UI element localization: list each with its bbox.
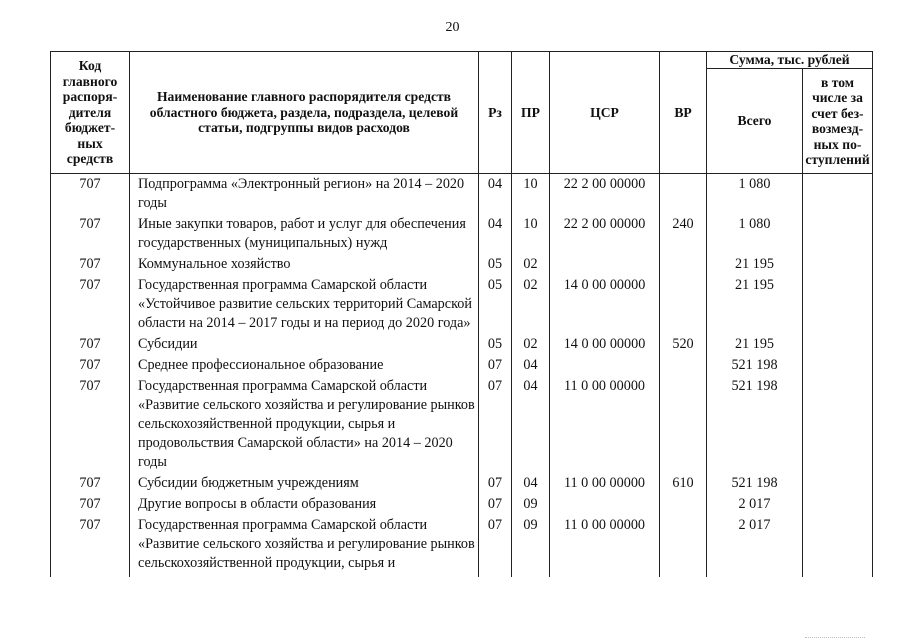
cell-csr: 14 0 00 00000	[550, 275, 660, 334]
cell-csr: 11 0 00 00000	[550, 515, 660, 577]
cell-code: 707	[51, 355, 130, 376]
header-name: Наименование главного распорядителя средств областного бюджета, раздела, подраздела, целевой статьи, подгруппы видов расходов	[130, 52, 479, 174]
cell-csr: 11 0 00 00000	[550, 473, 660, 494]
cell-pr: 09	[512, 515, 550, 577]
cell-csr: 11 0 00 00000	[550, 376, 660, 473]
cell-total: 21 195	[707, 254, 803, 275]
cell-total: 521 198	[707, 355, 803, 376]
cell-free	[803, 214, 873, 254]
cell-vr	[660, 494, 707, 515]
cell-total: 521 198	[707, 473, 803, 494]
cell-vr: 520	[660, 334, 707, 355]
cell-code: 707	[51, 275, 130, 334]
cell-rz: 07	[479, 494, 512, 515]
cell-total: 521 198	[707, 376, 803, 473]
cell-total: 21 195	[707, 275, 803, 334]
cell-name: Коммунальное хозяйство	[130, 254, 479, 275]
cell-name: Государственная программа Самарской области «Развитие сельского хозяйства и регулирование рынков сельскохозяйственной продукции, сырья и продовольствия Самарской области» на 2014 – 2020 годы	[130, 376, 479, 473]
cell-total: 1 080	[707, 174, 803, 215]
cell-vr	[660, 355, 707, 376]
cell-pr: 04	[512, 473, 550, 494]
table-row	[51, 515, 873, 577]
cell-total: 2 017	[707, 494, 803, 515]
table-row	[51, 214, 873, 254]
cell-code: 707	[51, 254, 130, 275]
cell-free	[803, 473, 873, 494]
cell-rz: 04	[479, 214, 512, 254]
cell-free	[803, 515, 873, 577]
cell-rz: 05	[479, 254, 512, 275]
cell-free	[803, 494, 873, 515]
cell-code: 707	[51, 515, 130, 577]
table-row	[51, 376, 873, 473]
cell-free	[803, 275, 873, 334]
cell-vr	[660, 174, 707, 215]
table-row	[51, 334, 873, 355]
budget-table	[50, 51, 873, 577]
cell-vr: 610	[660, 473, 707, 494]
table-row	[51, 355, 873, 376]
cell-total: 1 080	[707, 214, 803, 254]
table-row	[51, 494, 873, 515]
cell-code: 707	[51, 376, 130, 473]
cell-rz: 05	[479, 334, 512, 355]
cell-pr: 02	[512, 334, 550, 355]
cell-rz: 07	[479, 376, 512, 473]
cell-code: 707	[51, 473, 130, 494]
cell-name: Субсидии	[130, 334, 479, 355]
cell-csr	[550, 355, 660, 376]
footer-mark	[805, 637, 865, 638]
cell-rz: 07	[479, 473, 512, 494]
cell-pr: 09	[512, 494, 550, 515]
cell-pr: 02	[512, 254, 550, 275]
cell-code: 707	[51, 334, 130, 355]
cell-csr	[550, 254, 660, 275]
cell-vr	[660, 376, 707, 473]
cell-rz: 04	[479, 174, 512, 215]
cell-rz: 07	[479, 355, 512, 376]
table-body	[51, 174, 873, 578]
cell-free	[803, 334, 873, 355]
cell-free	[803, 254, 873, 275]
cell-name: Другие вопросы в области образования	[130, 494, 479, 515]
table-row	[51, 254, 873, 275]
cell-csr: 22 2 00 00000	[550, 174, 660, 215]
cell-csr: 14 0 00 00000	[550, 334, 660, 355]
cell-pr: 10	[512, 214, 550, 254]
header-pr: ПР	[512, 52, 550, 174]
header-code: Код главного распоря-дителя бюджет-ных средств	[51, 52, 130, 174]
table-header	[51, 52, 873, 174]
cell-csr: 22 2 00 00000	[550, 214, 660, 254]
table-row	[51, 174, 873, 215]
page-number: 20	[445, 20, 460, 35]
header-vr: ВР	[660, 52, 707, 174]
cell-vr: 240	[660, 214, 707, 254]
cell-name: Государственная программа Самарской области «Устойчивое развитие сельских территорий Самарской области на 2014 – 2017 годы и на период до 2020 года»	[130, 275, 479, 334]
cell-pr: 02	[512, 275, 550, 334]
cell-name: Подпрограмма «Электронный регион» на 2014 – 2020 годы	[130, 174, 479, 215]
table-row	[51, 473, 873, 494]
cell-pr: 10	[512, 174, 550, 215]
cell-free	[803, 376, 873, 473]
cell-name: Иные закупки товаров, работ и услуг для обеспечения государственных (муниципальных) нужд	[130, 214, 479, 254]
header-total: Всего	[707, 69, 803, 174]
cell-rz: 07	[479, 515, 512, 577]
cell-vr	[660, 254, 707, 275]
cell-vr	[660, 515, 707, 577]
cell-free	[803, 355, 873, 376]
cell-total: 21 195	[707, 334, 803, 355]
cell-pr: 04	[512, 376, 550, 473]
cell-rz: 05	[479, 275, 512, 334]
header-csr: ЦСР	[550, 52, 660, 174]
cell-code: 707	[51, 214, 130, 254]
header-free-receipts: в том числе за счет без-возмезд-ных по-ступлений	[803, 69, 873, 174]
cell-code: 707	[51, 174, 130, 215]
header-rz: Рз	[479, 52, 512, 174]
cell-pr: 04	[512, 355, 550, 376]
header-sum-group: Сумма, тыс. рублей	[707, 52, 873, 69]
cell-code: 707	[51, 494, 130, 515]
cell-total: 2 017	[707, 515, 803, 577]
cell-free	[803, 174, 873, 215]
cell-csr	[550, 494, 660, 515]
cell-name: Среднее профессиональное образование	[130, 355, 479, 376]
table-row	[51, 275, 873, 334]
cell-vr	[660, 275, 707, 334]
cell-name: Субсидии бюджетным учреждениям	[130, 473, 479, 494]
cell-name: Государственная программа Самарской области «Развитие сельского хозяйства и регулирование рынков сельскохозяйственной продукции, сырья и	[130, 515, 479, 577]
